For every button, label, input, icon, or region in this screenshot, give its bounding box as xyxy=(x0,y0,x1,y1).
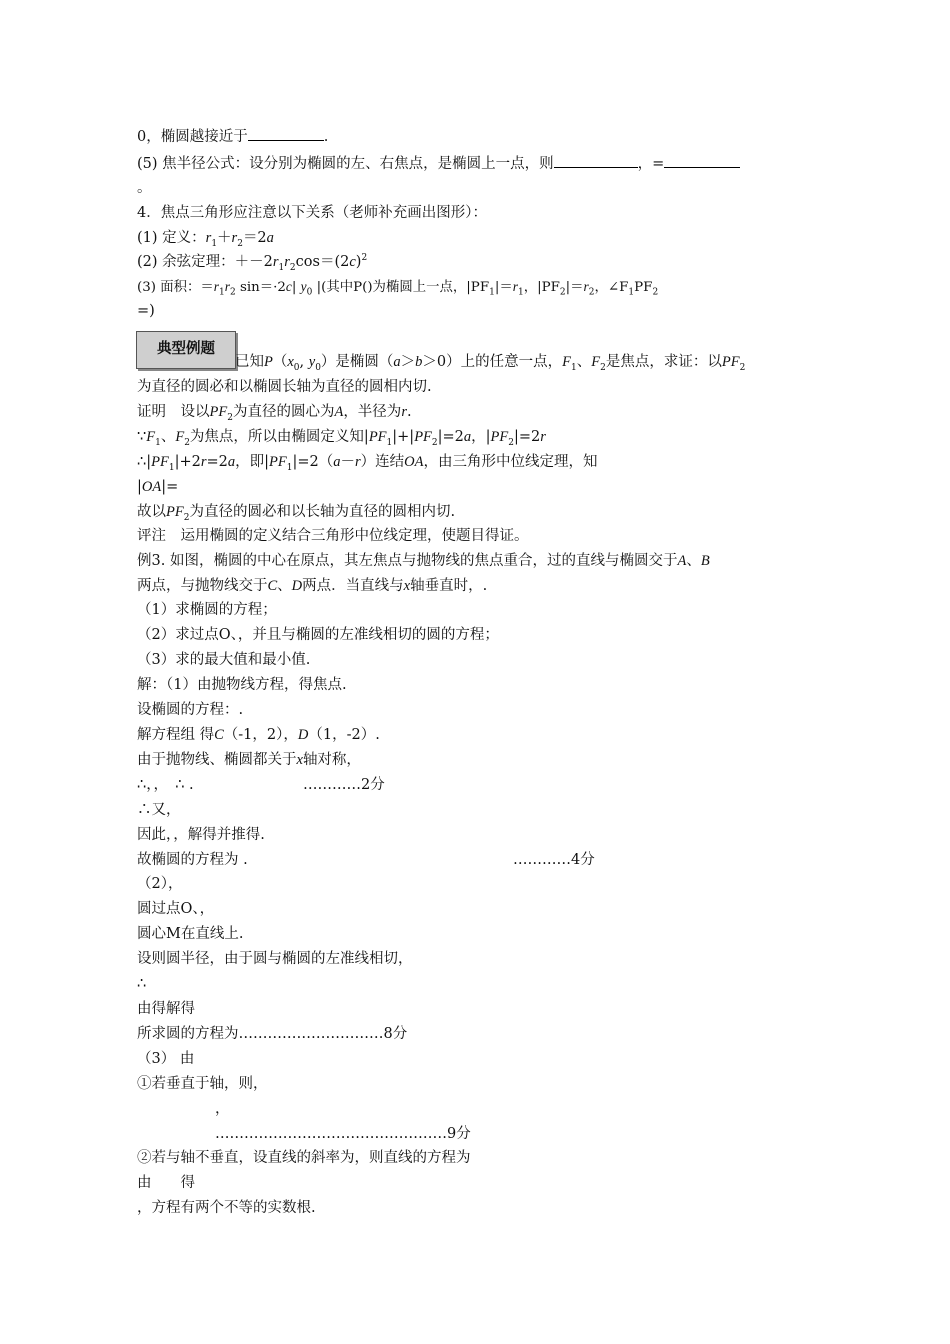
line-part-2-b: 圆心M在直线上. xyxy=(137,926,244,942)
line-part-2-d: ∴ xyxy=(137,976,147,992)
line-solution-3: 解方程组 得C（-1，2），D（1，-2）. xyxy=(137,727,380,743)
line-question-2: （2）求过点O、，并且与椭圆的左准线相切的圆的方程； xyxy=(137,627,499,643)
line-part-3-b: ， xyxy=(215,1101,230,1117)
line-part-3-c: ②若与轴不垂直，设直线的斜率为，则直线的方程为 xyxy=(137,1150,471,1166)
line-part-2-a: 圆过点O、， xyxy=(137,901,215,917)
score-9: …………………………………………9分 xyxy=(215,1126,471,1142)
line-solution-7: 因此，，解得并推得. xyxy=(137,827,265,843)
line-ellipse-approach: 0，椭圆越接近于 . xyxy=(137,126,328,147)
line-part-3-a: ①若垂直于轴，则， xyxy=(137,1076,268,1092)
line-part-2-c: 设则圆半径，由于圆与椭圆的左准线相切， xyxy=(137,951,413,967)
line-proof-2: $\because F_1$、$F_2$为焦点，所以由椭圆定义知$|PF_1|+|PF_2|=2a$，$|PF_2|=2r$ xyxy=(137,429,546,448)
line-example-statement-2: 为直径的圆必和以椭圆长轴为直径的圆相内切. xyxy=(137,379,432,395)
line-area-end: =) xyxy=(137,303,155,319)
score-2: …………2分 xyxy=(303,777,385,793)
line-solution-6: ∴又， xyxy=(137,802,181,818)
line-part-3: （3） 由 xyxy=(137,1051,195,1067)
line-comment: 评注 运用椭圆的定义结合三角形中位线定理，使题目得证。 xyxy=(137,528,529,544)
line-part-3-e: ，方程有两个不等的实数根. xyxy=(137,1200,316,1216)
line-solution-2: 设椭圆的方程：. xyxy=(137,702,244,718)
line-part-2: （2）， xyxy=(137,876,183,892)
line-question-3: （3）求的最大值和最小值. xyxy=(137,652,311,668)
answer-blank xyxy=(664,153,740,168)
line-question-1: （1）求椭圆的方程； xyxy=(137,602,277,618)
line-period: 。 xyxy=(137,180,152,196)
line-part-2-e: 由得解得 xyxy=(137,1001,195,1017)
line-solution-8: 故椭圆的方程为 . xyxy=(137,852,248,868)
answer-blank xyxy=(554,153,638,168)
line-focal-radius: (5) 焦半径公式：设分别为椭圆的左、右焦点，是椭圆上一点，则 ，= xyxy=(137,153,740,174)
line-proof-1: 证明 设以$PF_2$为直径的圆心为A，半径为r. xyxy=(137,404,412,423)
line-proof-conclusion: 故以$PF_2$为直径的圆必和以长轴为直径的圆相内切. xyxy=(137,504,456,523)
line-area: (3) 面积：$=r_1r_2$ sin＝·2c| $y_0$ |(其中P()为椭圆上一点，$|PF_1|=r_1$，$|PF_2|=r_2$，$\angle F_1PF_2$ xyxy=(137,279,659,298)
answer-blank xyxy=(248,126,324,141)
line-solution-1: 解：（1）由抛物线方程，得焦点. xyxy=(137,677,347,693)
line-part-3-d: 由 得 xyxy=(137,1175,195,1191)
line-definition: (1) 定义：$r_1+r_2=2a$ xyxy=(137,230,274,249)
line-proof-4: |OA|= xyxy=(137,479,179,495)
line-example3-2: 两点，与抛物线交于C、D两点．当直线与x轴垂直时，. xyxy=(137,578,488,594)
line-focal-triangle: 4．焦点三角形应注意以下关系（老师补充画出图形）： xyxy=(137,205,487,221)
line-solution-5: ∴，， ∴ . xyxy=(137,777,194,793)
line-example-statement: 已知$P(x_0$, $y_0$）是椭圆（a＞b＞0）上的任意一点，$F_1$、$F_2$是焦点，求证：以$PF_2$ xyxy=(235,354,746,373)
line-solution-4: 由于抛物线、椭圆都关于x轴对称， xyxy=(137,752,361,768)
line-proof-3: $\therefore|PF_1|+2r=2a$，即$|PF_1|=2(a-r)$连结OA，由三角形中位线定理，知 xyxy=(137,454,598,473)
typical-examples-badge: 典型例题 xyxy=(136,331,236,369)
line-cosine-law: (2) 余弦定理：$+-2r_1r_2\cos=(2c)^2$ xyxy=(137,253,368,273)
line-part-2-f: 所求圆的方程为…………………………8分 xyxy=(137,1026,408,1042)
score-4: …………4分 xyxy=(513,852,595,868)
line-example3: 例3. 如图，椭圆的中心在原点，其左焦点与抛物线的焦点重合，过的直线与椭圆交于A、B xyxy=(137,553,710,569)
